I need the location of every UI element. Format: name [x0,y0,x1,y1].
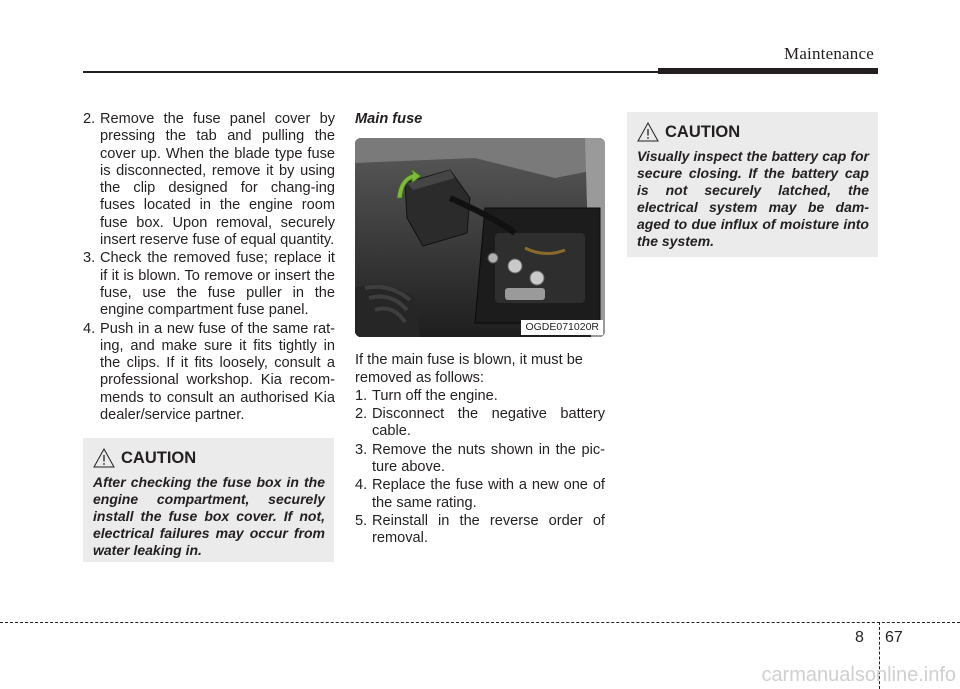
step-item [355,513,605,548]
step-number: 4. [355,477,368,494]
step-text: Remove the nuts shown in the pic-ture above. [372,441,605,476]
caution-box [627,112,878,257]
step-text: Replace the fuse with a new one of the same rating. [372,477,605,511]
step-item [355,477,605,512]
step-text: Disconnect the negative battery cable. [372,406,605,440]
left-column [83,111,335,425]
step-number: 2. [355,406,368,423]
step-item [355,406,605,441]
step-text: Push in a new fuse of the same rat-ing, and make sure it fits tightly in the clips. If it fits loosely, consult a professional workshop. Kia recom-mends to consult an authorised Kia dealer/service partner. [100,320,335,424]
step-number: 4. [83,320,96,337]
caution-title: CAUTION [121,448,197,467]
step-number: 2. [83,111,96,127]
caution-title: CAUTION [665,122,741,141]
section-header-title: Maintenance [784,44,874,63]
step-number: 5. [355,512,368,529]
step-number: 3. [83,250,96,267]
step-item [83,250,335,319]
section-title: Main fuse [355,111,423,127]
main-fuse-column [355,111,605,549]
step-item [83,321,335,425]
step-text: Reinstall in the reverse order of removal. [372,512,605,547]
step-item [355,388,605,405]
header-rule [83,71,663,73]
caution-box [83,438,334,562]
page-number: 67 [885,629,903,646]
step-number: 3. [355,441,368,458]
step-text: Turn off the engine. [372,387,498,404]
step-text: Check the removed fuse; replace it if it is blown. To remove or insert the fuse, use the fuse puller in the engine compartment fuse panel. [100,250,335,319]
step-item [355,442,605,477]
header-rule-accent [658,68,878,74]
caution-header [93,448,325,468]
step-number: 1. [355,387,368,404]
photo-reference-code: OGDE071020R [521,320,603,335]
engine-photo-illustration [355,138,605,337]
footer-rule [0,622,960,623]
warning-triangle-icon [93,448,115,468]
step-text: Remove the fuse panel cover by pressing the tab and pulling the cover up. When the blade type fuse is disconnected, remove it by using the clip designed for chang-ing fuses located in the engine room fuse box. Upon removal, securely insert reserve fuse of equal quantity. [100,111,335,249]
caution-header [637,122,869,142]
watermark: carmanualsonline.info [761,664,956,686]
chapter-number: 8 [855,629,864,646]
caution-text: Visually inspect the battery cap for secure closing. If the battery cap is not securely latched, the electrical system may be dam-aged to due influx of moisture into the system. [637,148,869,249]
warning-triangle-icon [637,122,659,142]
caution-text: After checking the fuse box in the engine compartment, securely install the fuse box cover. If not, electrical failures may occur from water leaking in. [93,474,325,558]
intro-text: If the main fuse is blown, it must be removed as follows: [355,352,583,386]
step-item [83,111,335,249]
engine-compartment-photo [355,138,605,337]
